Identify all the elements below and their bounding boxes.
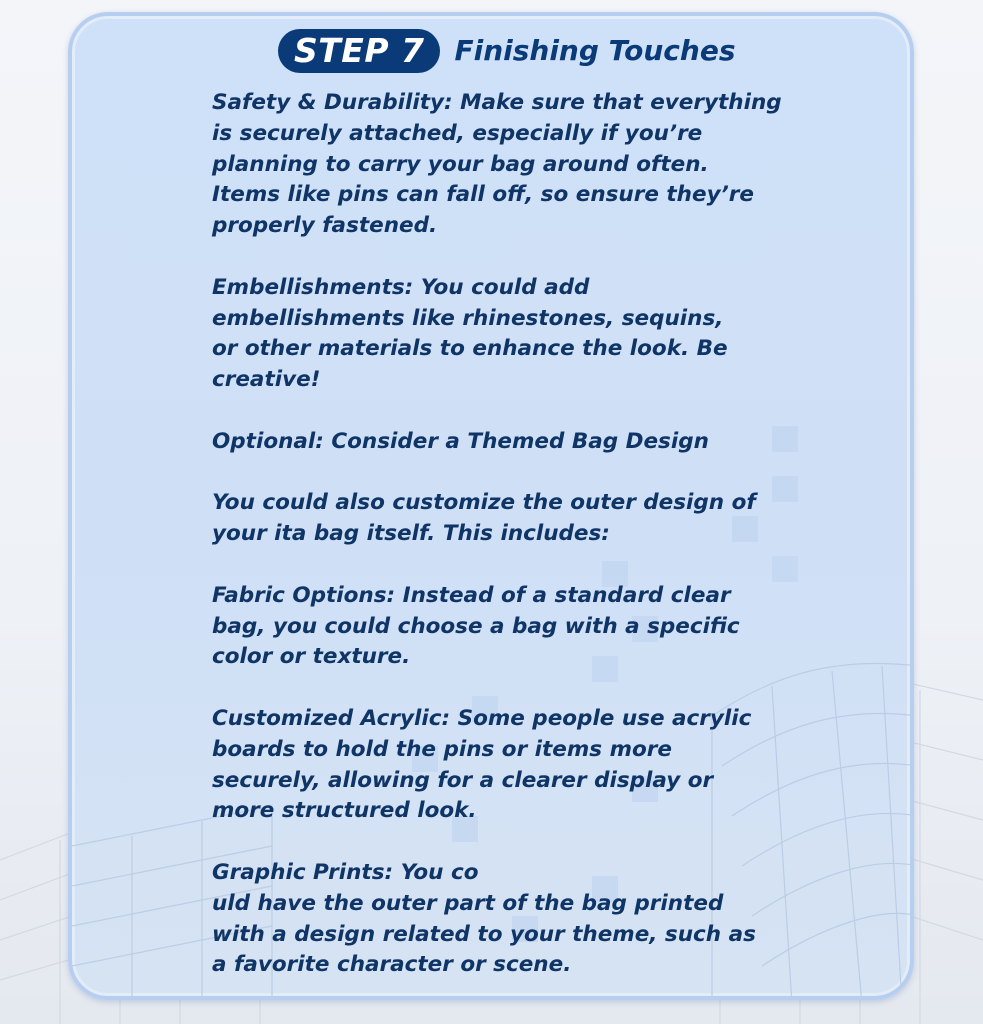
paragraph-safety-durability: Safety & Durability: Make sure that everything is securely attached, especially if you’re planning to carry your bag around often. Items like pins can fall off, so ensure they’re properly fastened. (212, 90, 782, 239)
step-title: Finishing Touches (454, 34, 736, 67)
paragraph-optional-themed-design: Optional: Consider a Themed Bag Design (212, 428, 709, 454)
paragraph-fabric-options: Fabric Options: Instead of a standard clear bag, you could choose a bag with a specific color or texture. (212, 582, 740, 670)
paragraph-graphic-prints: Graphic Prints: You co uld have the outer part of the bag printed with a design related to your theme, such as a favorite character or scene. (212, 859, 756, 978)
content-card (68, 12, 914, 1000)
step-header (278, 28, 736, 74)
instructions-text (212, 88, 812, 981)
paragraph-customized-acrylic: Customized Acrylic: Some people use acrylic boards to hold the pins or items more securely, allowing for a clearer display or more structured look. (212, 705, 752, 824)
step-badge: STEP 7 (278, 29, 440, 73)
paragraph-customize-outer: You could also customize the outer design of your ita bag itself. This includes: (212, 490, 756, 547)
paragraph-embellishments: Embellishments: You could add embellishments like rhinestones, sequins, or other materials to enhance the look. Be creative! (212, 274, 728, 393)
